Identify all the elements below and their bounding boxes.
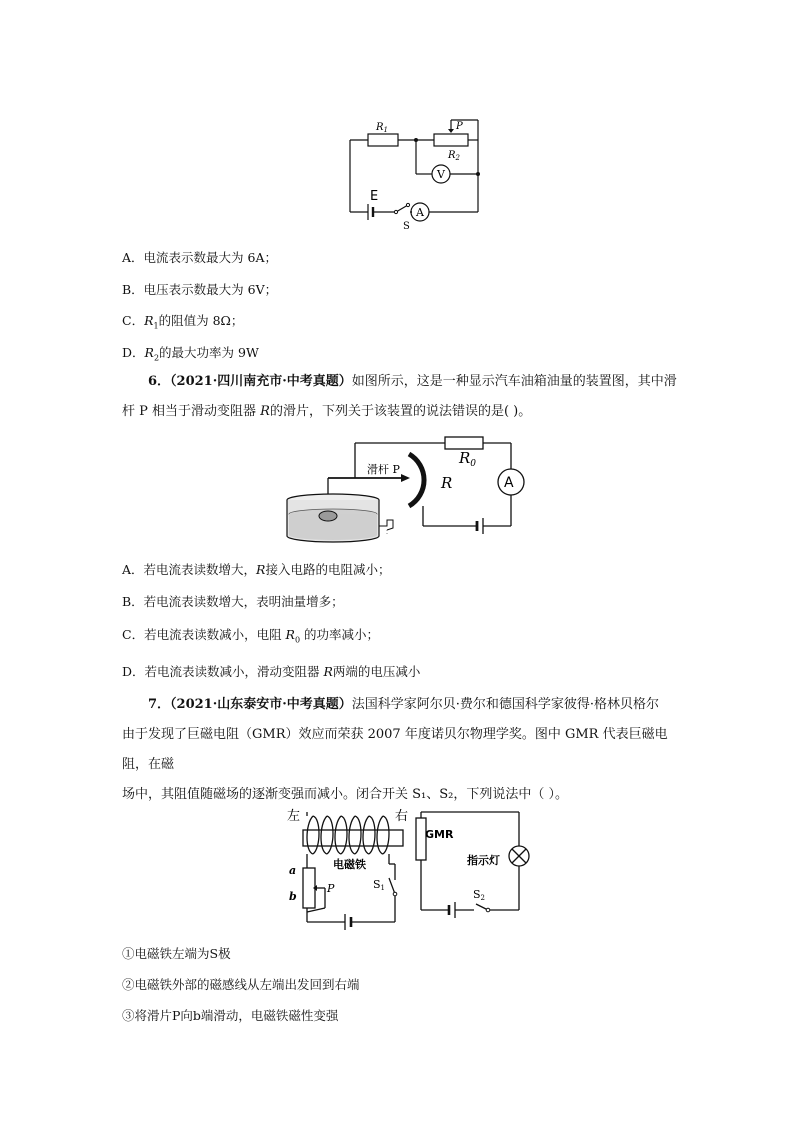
terminal-a-label: a: [289, 864, 297, 877]
q6-stem: 6．（2021·四川南充市·中考真题）如图所示，这是一种显示汽车油箱油量的装置图，其中滑 杆 P 相当于滑动变阻器 R的滑片，下列关于该装置的说法错误的是( )。: [122, 374, 677, 419]
q7-statement-3: ③将滑片P向b端滑动，电磁铁磁性变强: [122, 1008, 339, 1023]
gmr-label: GMR: [425, 828, 454, 841]
ammeter-label-2: A: [504, 475, 514, 491]
q5-option-d: D．$R_2$的最大功率为 9W: [122, 345, 259, 363]
ammeter-label: A: [416, 206, 424, 219]
q7-statement-2: ②电磁铁外部的磁感线从左端出发回到右端: [122, 977, 360, 992]
svg-text:S1: S1: [373, 878, 386, 892]
indicator-lamp-label: 指示灯: [467, 854, 500, 867]
electromagnet-label: 电磁铁: [333, 858, 366, 871]
q5-option-c: C．$R_1$的阻值为 8Ω；: [122, 313, 244, 331]
switch-label: S: [403, 221, 410, 232]
slider-p-label: P: [456, 121, 463, 132]
q5-option-b: B．电压表示数最大为 6V；: [122, 282, 278, 297]
left-end-label: 左: [287, 809, 301, 824]
slider-p-label-2: P: [327, 882, 335, 895]
battery-label: E: [370, 189, 379, 204]
svg-text:S2: S2: [473, 888, 486, 902]
rod-label: 滑杆 P: [367, 463, 400, 476]
svg-text:R2: $R_2$: [448, 150, 460, 162]
q5-option-a: A．电流表示数最大为 6A；: [122, 250, 277, 265]
r0-label: R: [459, 449, 471, 467]
q7-stem: 7．（2021·山东泰安市·中考真题）法国科学家阿尔贝·费尔和德国科学家彼得·格林贝格尔 由于发现了巨磁电阻（GMR）效应而荣获 2007 年度诺贝尔物理学奖。图中 GMR 代表巨磁电阻，在磁 场中，其阻值随磁场的逐渐变强而减小。闭合开关 S₁、S₂，下列说法中（ ）。: [122, 697, 668, 802]
voltmeter-label: V: [437, 168, 445, 181]
terminal-b-label: b: [289, 890, 297, 903]
fuel-gauge-diagram: [283, 436, 531, 544]
circuit-diagram-1: [340, 112, 490, 234]
rheostat-r-label: R: [441, 474, 453, 492]
s2-label: S: [473, 888, 481, 901]
r2-label: R: [448, 150, 456, 161]
r1-label: R: [376, 122, 384, 133]
q7-statement-1: ①电磁铁左端为S极: [122, 946, 231, 961]
q6-option-b: B．若电流表读数增大，表明油量增多；: [122, 594, 344, 609]
svg-text:R1: $R_1$: [376, 122, 388, 134]
q6-option-a: A．若电流表读数增大，R接入电路的电阻减小；: [122, 562, 391, 577]
s1-label: S: [373, 878, 381, 891]
q6-option-c: C．若电流表读数减小，电阻 $R_0$ 的功率减小；: [122, 627, 380, 645]
q6-option-d: D．若电流表读数减小，滑动变阻器 R两端的电压减小: [122, 664, 421, 679]
right-end-label: 右: [395, 809, 409, 824]
svg-text:R0: $R_0$: [459, 449, 477, 469]
gmr-circuit-diagram: [283, 808, 543, 936]
